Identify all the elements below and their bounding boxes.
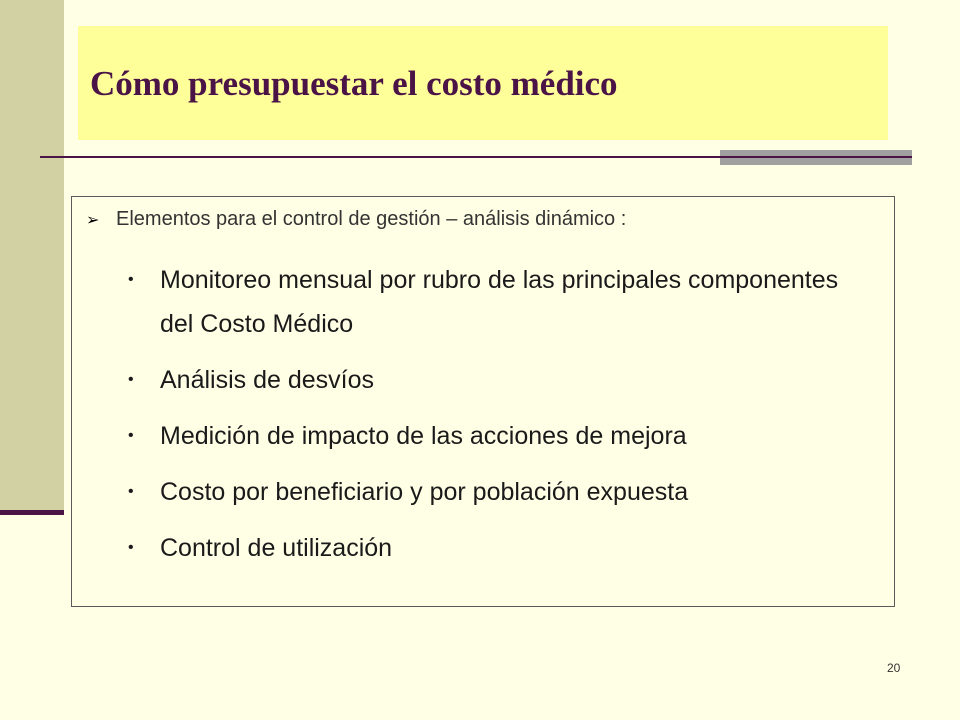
bullet-dot-icon: • [128, 371, 134, 388]
bullet-text: Control de utilización [160, 534, 393, 562]
bullet-list [128, 258, 868, 582]
bullet-dot-icon: • [128, 271, 134, 288]
intro-line [86, 208, 626, 231]
left-decorative-bar [0, 0, 64, 512]
list-item [128, 526, 868, 570]
bullet-text: Análisis de desvíos [160, 366, 375, 394]
bullet-dot-icon: • [128, 539, 134, 556]
bullet-text: Medición de impacto de las acciones de mejora [160, 422, 687, 450]
page-number: 20 [887, 661, 901, 675]
list-item [128, 258, 868, 346]
list-item [128, 358, 868, 402]
left-bar-accent-line [0, 510, 64, 515]
bullet-text: Monitoreo mensual por rubro de las principales componentes del Costo Médico [160, 266, 839, 338]
list-item [128, 414, 868, 458]
arrow-bullet-icon: ➢ [86, 212, 100, 229]
intro-text: Elementos para el control de gestión – análisis dinámico : [116, 208, 627, 230]
list-item [128, 470, 868, 514]
divider-accent-line [720, 156, 912, 158]
bullet-dot-icon: • [128, 483, 134, 500]
bullet-text: Costo por beneficiario y por población expuesta [160, 478, 689, 506]
slide-title: Cómo presupuestar el costo médico [90, 64, 618, 103]
bullet-dot-icon: • [128, 427, 134, 444]
